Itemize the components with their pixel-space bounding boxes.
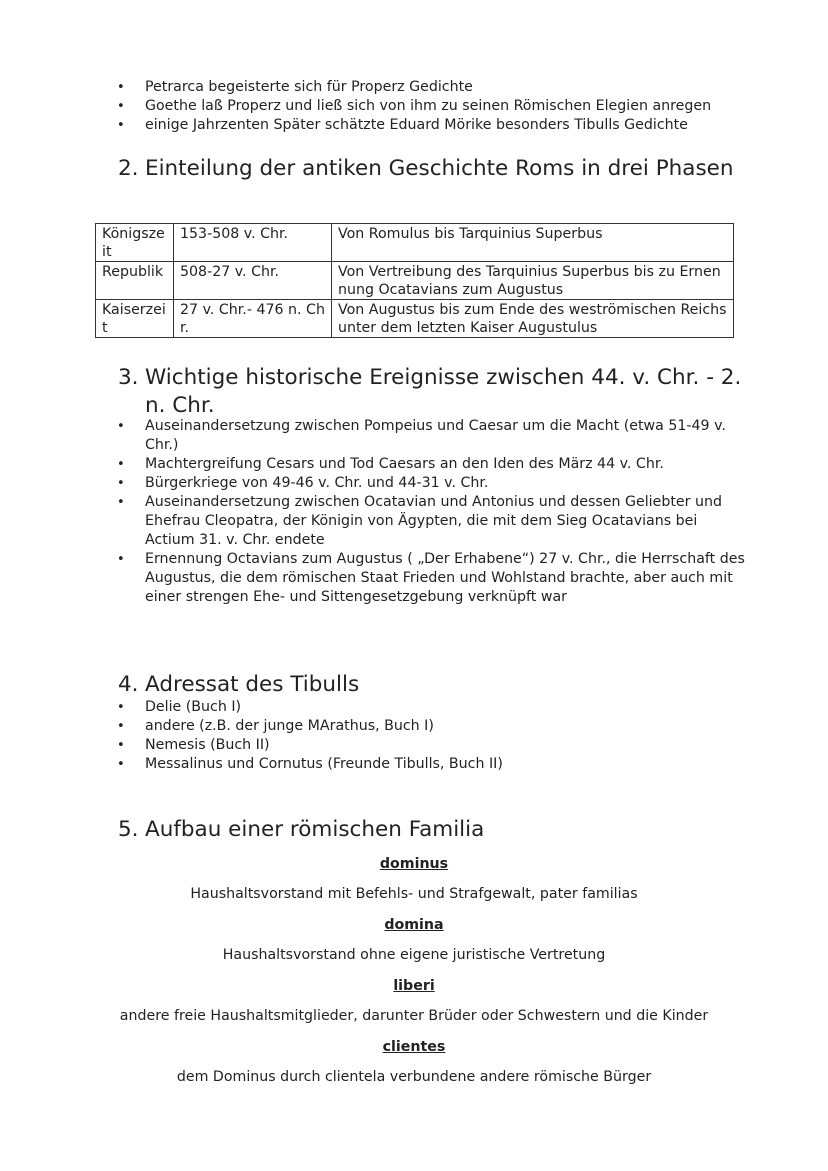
list-item (116, 116, 748, 135)
list-item (116, 717, 748, 736)
list-item (116, 78, 748, 97)
list-item (116, 550, 748, 607)
role-term: domina (384, 917, 444, 933)
bullet-icon: • (117, 457, 125, 472)
phase-cell: Kaiserzeit (96, 300, 174, 338)
bullet-icon: • (117, 552, 125, 567)
role-term: liberi (393, 978, 435, 994)
description-cell: Von Vertreibung des Tarquinius Superbus bis zu Ernennung Ocatavians zum Augustus (332, 262, 734, 300)
list-item (116, 755, 748, 774)
bullet-icon: • (117, 495, 125, 510)
list-item-text: Auseinandersetzung zwischen Pompeius und Caesar um die Macht (etwa 51-49 v. Chr.) (145, 418, 726, 453)
role-term: dominus (379, 856, 449, 872)
bullet-icon: • (117, 719, 125, 734)
section-title: Aufbau einer römischen Familia (145, 817, 485, 842)
bullet-icon: • (117, 80, 125, 95)
bullet-icon: • (117, 757, 125, 772)
family-structure (0, 853, 828, 1097)
section-number: 3. (118, 365, 139, 390)
list-item (116, 455, 748, 474)
list-item (116, 474, 748, 493)
list-item-text: Delie (Buch I) (145, 699, 242, 715)
section-title: Wichtige historische Ereignisse zwischen 44. v. Chr. - 2. n. Chr. (145, 365, 742, 418)
period-cell: 27 v. Chr.- 476 n. Chr. (174, 300, 332, 338)
events-bullet-list (116, 417, 748, 607)
list-item-text: Ernennung Octavians zum Augustus ( „Der Erhabene“) 27 v. Chr., die Herrschaft des Augustus, die dem römischen Staat Frieden und Wohlstand brachte, aber auch mit einer strengen Ehe- und Sittengesetzgebung verknüpft war (145, 551, 745, 605)
description-cell: Von Augustus bis zum Ende des weströmischen Reichs unter dem letzten Kaiser Augustulus (332, 300, 734, 338)
phase-cell: Königszeit (96, 224, 174, 262)
list-item-text: andere (z.B. der junge MArathus, Buch I) (145, 718, 434, 734)
list-item-text: Bürgerkriege von 49-46 v. Chr. und 44-31 v. Chr. (145, 475, 489, 491)
role-term: clientes (382, 1039, 446, 1055)
intro-bullet-list (116, 78, 748, 135)
section-5-heading (118, 816, 758, 844)
section-number: 4. (118, 672, 139, 697)
role-description: dem Dominus durch clientela verbundene andere römische Bürger (176, 1069, 652, 1085)
addressees-bullet-list (116, 698, 748, 774)
list-item-text: Machtergreifung Cesars und Tod Caesars an den Iden des März 44 v. Chr. (145, 456, 664, 472)
list-item (116, 417, 748, 455)
section-number: 2. (118, 156, 139, 181)
section-2-heading (118, 155, 758, 183)
bullet-icon: • (117, 99, 125, 114)
table-row (96, 224, 734, 262)
period-cell: 508-27 v. Chr. (174, 262, 332, 300)
role-description: Haushaltsvorstand ohne eigene juristische Vertretung (222, 947, 606, 963)
list-item (116, 698, 748, 717)
phases-table (95, 223, 734, 338)
list-item-text: Goethe laß Properz und ließ sich von ihm zu seinen Römischen Elegien anregen (145, 98, 712, 114)
description-cell: Von Romulus bis Tarquinius Superbus (332, 224, 734, 262)
bullet-icon: • (117, 118, 125, 133)
table-row (96, 262, 734, 300)
list-item (116, 736, 748, 755)
section-4-heading (118, 671, 758, 699)
list-item-text: einige Jahrzenten Später schätzte Eduard Mörike besonders Tibulls Gedichte (145, 117, 688, 133)
list-item-text: Messalinus und Cornutus (Freunde Tibulls, Buch II) (145, 756, 503, 772)
bullet-icon: • (117, 476, 125, 491)
list-item (116, 493, 748, 550)
role-description: andere freie Haushaltsmitglieder, darunter Brüder oder Schwestern und die Kinder (119, 1008, 709, 1024)
period-cell: 153-508 v. Chr. (174, 224, 332, 262)
table-row (96, 300, 734, 338)
list-item-text: Petrarca begeisterte sich für Properz Gedichte (145, 79, 473, 95)
section-title: Einteilung der antiken Geschichte Roms in drei Phasen (145, 156, 734, 181)
list-item (116, 97, 748, 116)
bullet-icon: • (117, 419, 125, 434)
role-description: Haushaltsvorstand mit Befehls- und Strafgewalt, pater familias (190, 886, 638, 902)
section-3-heading (118, 364, 758, 420)
phase-cell: Republik (96, 262, 174, 300)
bullet-icon: • (117, 738, 125, 753)
section-title: Adressat des Tibulls (145, 672, 360, 697)
list-item-text: Auseinandersetzung zwischen Ocatavian und Antonius und dessen Geliebter und Ehefrau Cleopatra, der Königin von Ägypten, die mit dem Sieg Ocatavians bei Actium 31. v. Chr. endete (145, 494, 722, 548)
section-number: 5. (118, 817, 139, 842)
bullet-icon: • (117, 700, 125, 715)
list-item-text: Nemesis (Buch II) (145, 737, 270, 753)
